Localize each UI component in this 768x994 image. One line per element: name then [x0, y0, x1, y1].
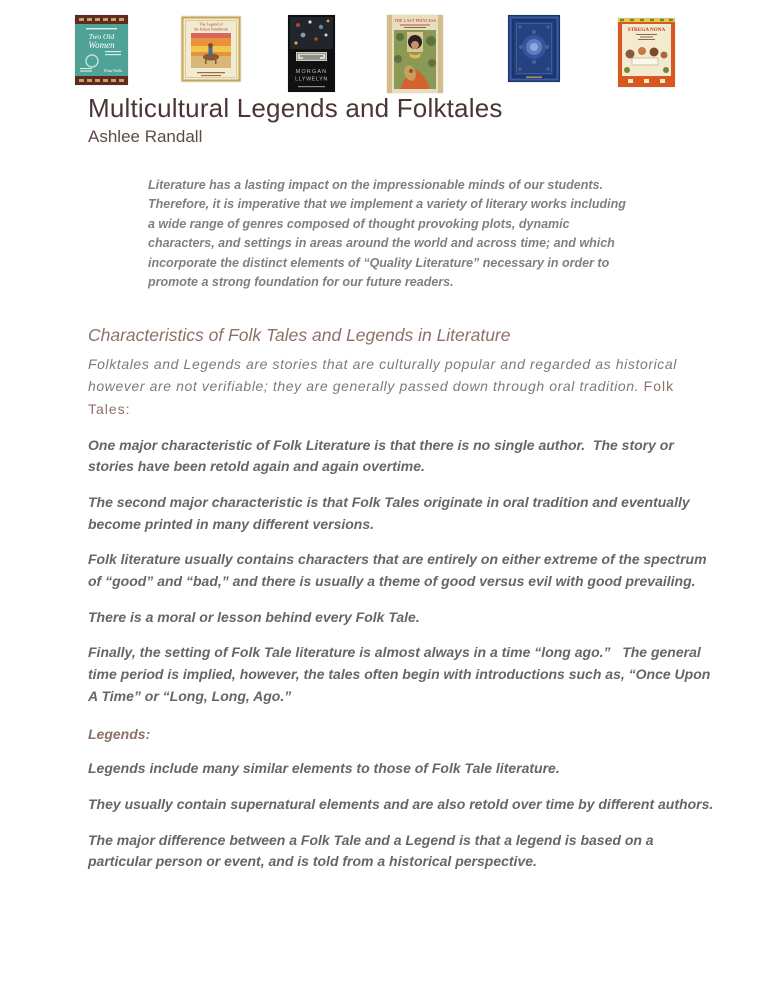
indian-paintbrush-title-line2: the Indian Paintbrush: [193, 26, 229, 32]
strega-nona-title: STREGA NONA: [627, 27, 666, 33]
morgan-llywelyn-cover-art: [288, 15, 335, 92]
book-cover-indian-paintbrush-image: [181, 16, 241, 82]
indian-paintbrush-cover-art: [181, 16, 241, 82]
folk-tales-paragraph-5: Finally, the setting of Folk Tale literature is almost always in a time “long ago.” The general time period is implied, however, the tales often begin with introductions such as, “Once Upon A Time” or “Long, Long, Ago.”: [88, 644, 714, 704]
book-cover-morgan-llywelyn-image: [288, 15, 335, 92]
folk-tales-paragraph-3: Folk literature usually contains characters that are entirely on either extreme of the spectrum of “good” and “bad,” and there is usually a theme of good versus evil with good prevailing.: [88, 551, 711, 590]
last-princess-cover-art: [387, 15, 443, 93]
author-name: Ashlee Randall: [88, 126, 203, 146]
intro-paragraph: [88, 353, 716, 421]
book-cover-two-old-women-image: [75, 15, 128, 85]
indian-paintbrush-title-line1: The Legend of: [199, 21, 223, 27]
book-cover-blue-ornate-image: [508, 15, 560, 82]
two-old-women-title-line1: Two Old: [88, 32, 115, 41]
book-cover-strega-nona-image: [618, 18, 675, 87]
folk-tales-paragraph-4: There is a moral or lesson behind every Folk Tale.: [88, 608, 420, 625]
page-title: Multicultural Legends and Folktales: [88, 93, 503, 123]
strega-nona-cover-art: [618, 18, 675, 87]
legends-paragraph-3: The major difference between a Folk Tale and a Legend is that a legend is based on a particular person or event, and is told from a historical perspective.: [88, 831, 658, 870]
book-cover-last-princess-image: [387, 15, 443, 93]
two-old-women-author: Velma Wallis: [103, 69, 122, 73]
intro-paragraph-text: Folktales and Legends are stories that are culturally popular and regarded as historical however are not verifiable; they are generally passed down through oral tradition.: [88, 355, 677, 395]
two-old-women-cover-art: [75, 15, 128, 85]
folk-tales-label: Folk Tales:: [88, 378, 675, 417]
legends-paragraph-2: They usually contain supernatural elements and are also retold over time by different authors.: [88, 795, 714, 812]
section-heading-characteristics: Characteristics of Folk Tales and Legends in Literature: [88, 324, 511, 345]
legends-paragraph-1: Legends include many similar elements to those of Folk Tale literature.: [88, 760, 560, 777]
folk-tales-paragraph-1: One major characteristic of Folk Literature is that there is no single author. The story or stories have been retold again and again overtime.: [88, 436, 678, 475]
last-princess-title: THE LAST PRINCESS: [393, 18, 437, 23]
legends-label: Legends:: [88, 725, 151, 742]
blue-ornate-cover-art: [508, 15, 560, 82]
intro-quote: Literature has a lasting impact on the impressionable minds of our students. Therefore, it is imperative that we implement a variety of literary works including a wide range of genres composed of thought provoking plots, dynamic characters, and settings in areas around the world and across time; and which incorporate the distinct elements of “Quality Literature” necessary in order to promote a strong foundation for our future readers.: [148, 177, 626, 290]
folk-tales-paragraph-2: The second major characteristic is that Folk Tales originate in oral tradition and eventually become printed in many different versions.: [88, 494, 694, 532]
book-covers-row: [0, 13, 768, 97]
morgan-llywelyn-name-line2: LLYWELYN: [295, 76, 328, 83]
morgan-llywelyn-name-line1: MORGAN: [295, 69, 328, 75]
two-old-women-title-line2: Women: [88, 40, 115, 50]
document-body: [88, 94, 716, 873]
